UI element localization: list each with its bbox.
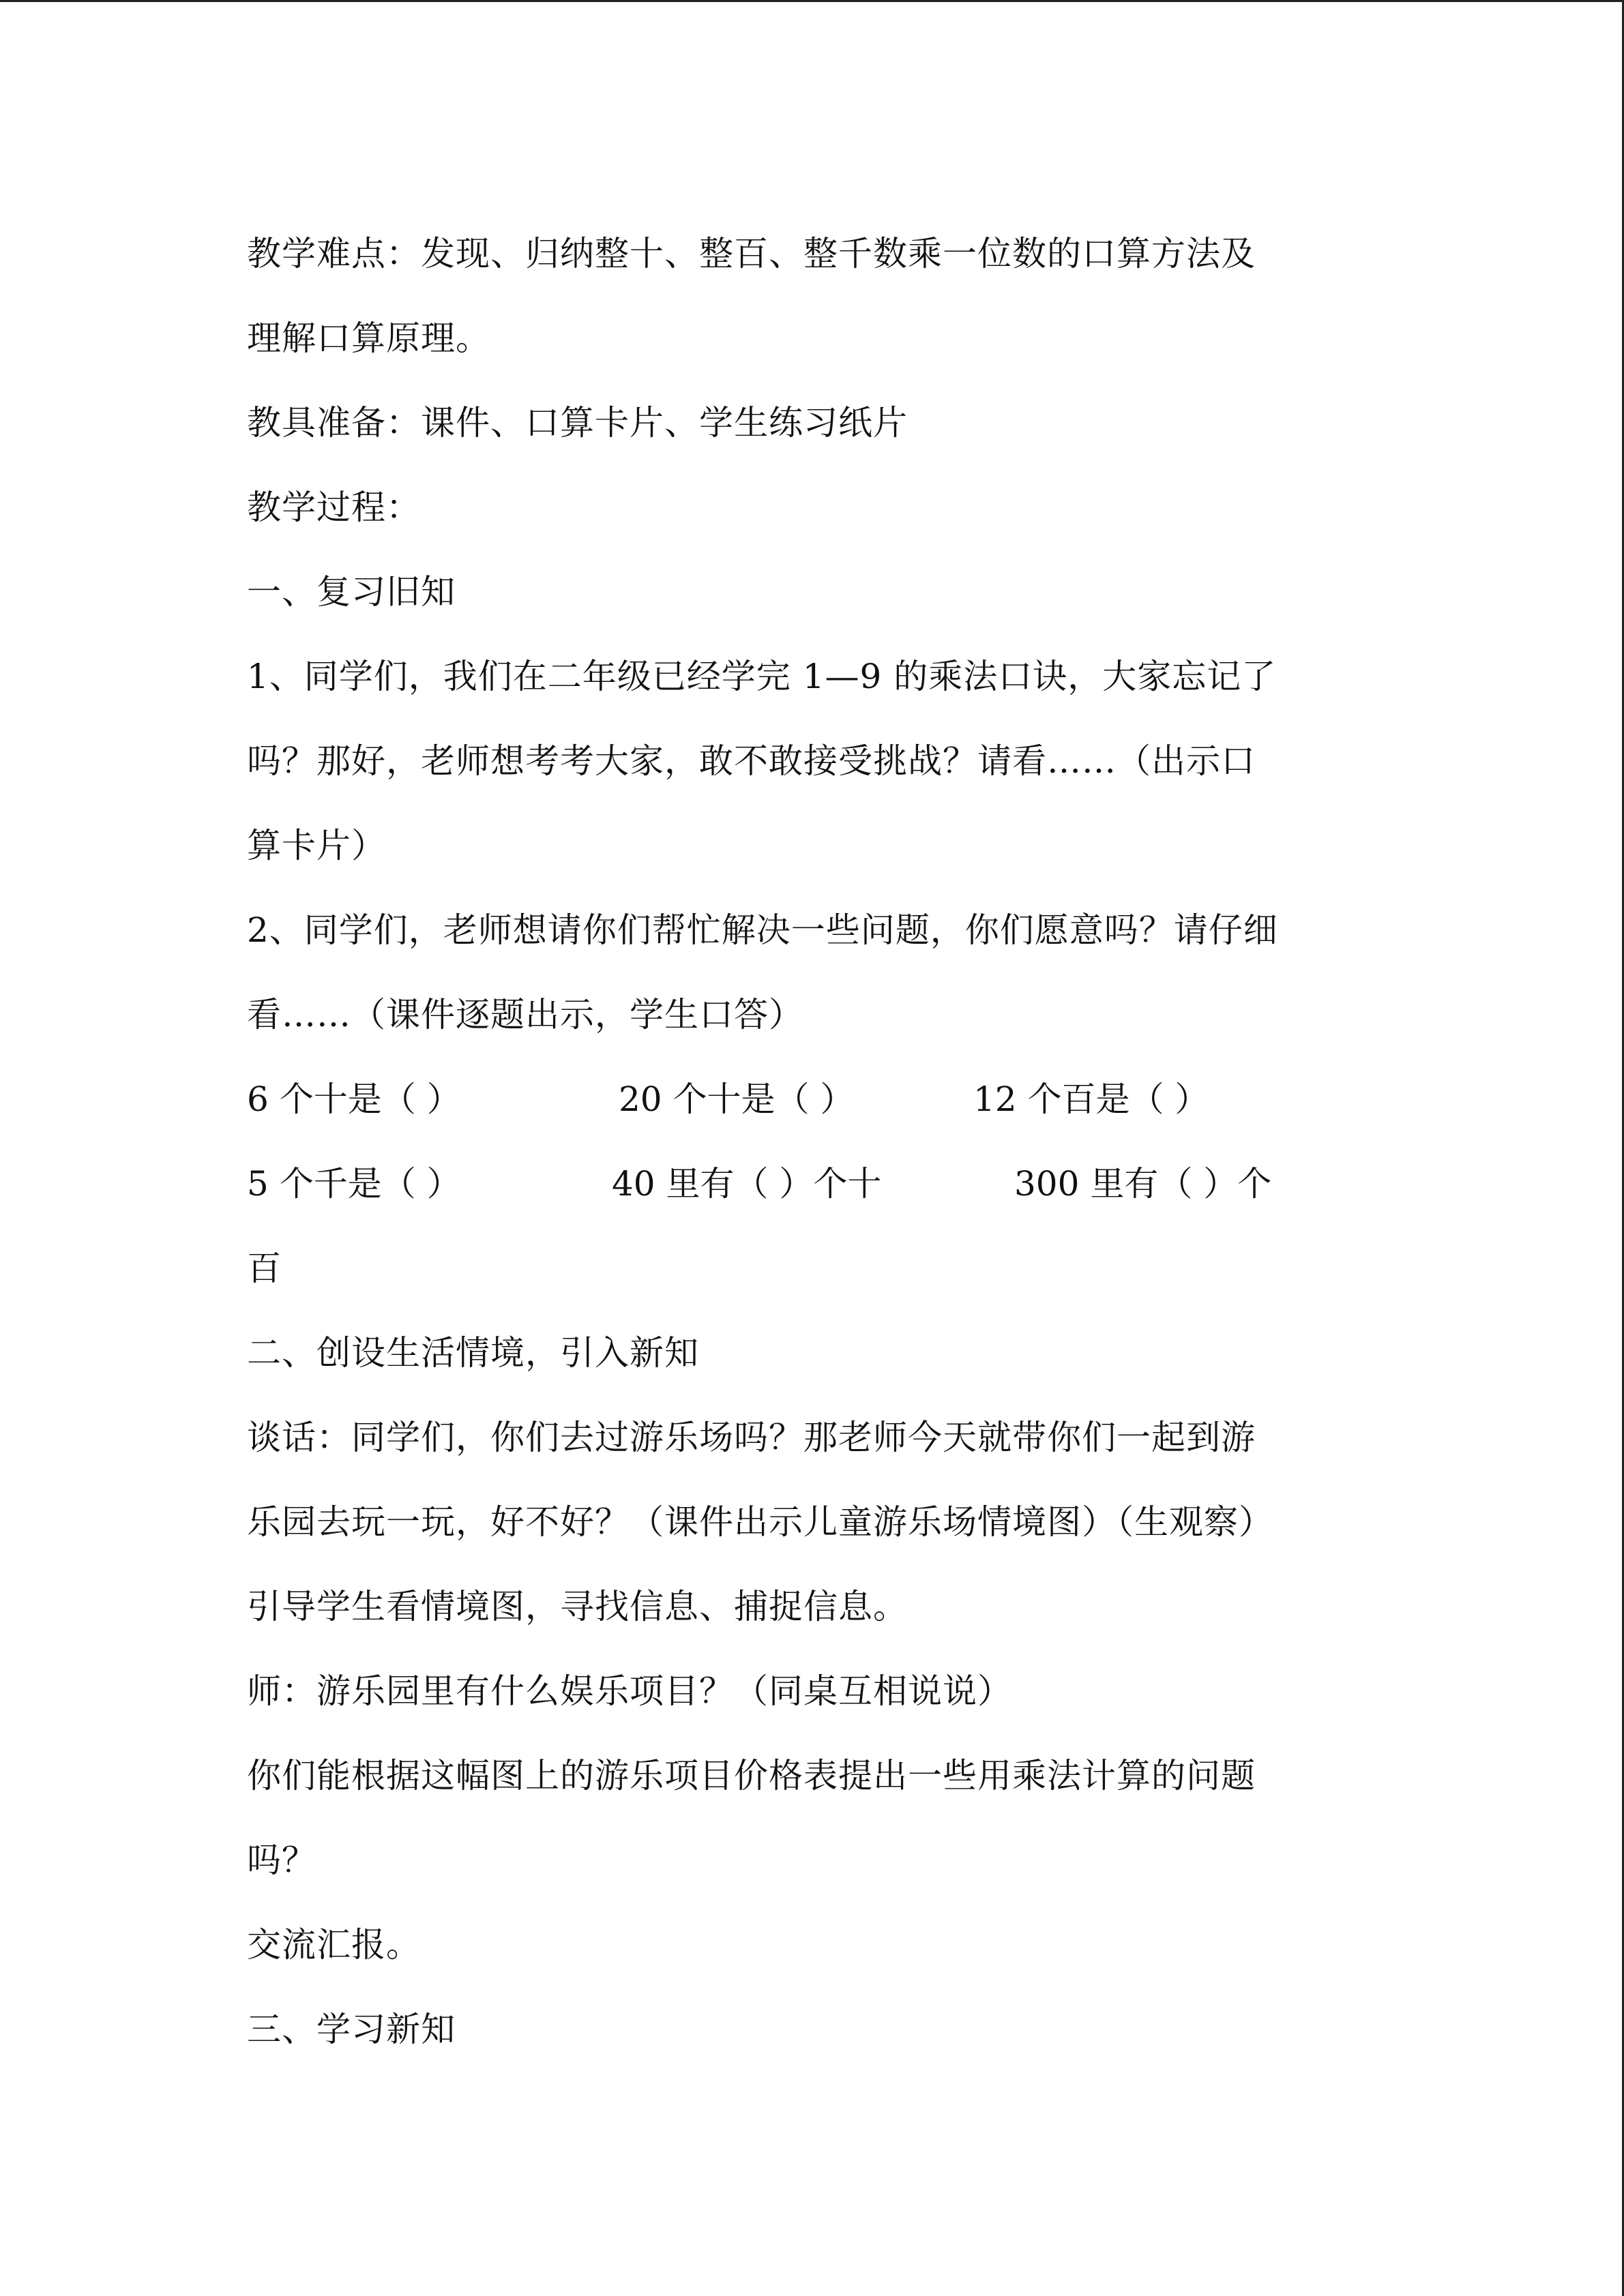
text-line: 百 <box>247 1249 282 1288</box>
text-line: 乐园去玩一玩，好不好？（课件出示儿童游乐场情境图）（生观察） <box>247 1502 1273 1542</box>
exercise-item: 6 个十是（ ） <box>247 1079 461 1119</box>
section-heading: 三、学习新知 <box>247 2010 456 2049</box>
text-line: 算卡片） <box>247 826 386 865</box>
text-line: 2、同学们，老师想请你们帮忙解决一些问题，你们愿意吗？请仔细 <box>247 910 1278 950</box>
text-line: 1、同学们，我们在二年级已经学完 1—9 的乘法口诀，大家忘记了 <box>247 657 1277 696</box>
text-line: 教学难点：发现、归纳整十、整百、整千数乘一位数的口算方法及 <box>247 234 1256 273</box>
text-line: 你们能根据这幅图上的游乐项目价格表提出一些用乘法计算的问题 <box>247 1756 1256 1795</box>
text-line: 教具准备：课件、口算卡片、学生练习纸片 <box>247 403 908 443</box>
exercise-item: 5 个千是（ ） <box>247 1164 461 1204</box>
exercise-row <box>247 1142 1393 1226</box>
exercise-row <box>247 1057 1393 1142</box>
page-top-border <box>0 0 1624 2</box>
text-line: 交流汇报。 <box>247 1925 421 1965</box>
text-line: 吗？那好，老师想考考大家，敢不敢接受挑战？请看……（出示口 <box>247 741 1256 781</box>
section-heading: 二、创设生活情境，引入新知 <box>247 1333 699 1373</box>
exercise-item: 300 里有（ ）个 <box>1014 1164 1272 1204</box>
text-line: 引导学生看情境图，寻找信息、捕捉信息。 <box>247 1587 908 1626</box>
text-line: 师：游乐园里有什么娱乐项目？（同桌互相说说） <box>247 1671 1012 1711</box>
exercise-item: 40 里有（ ）个十 <box>612 1164 882 1204</box>
text-line: 吗？ <box>247 1840 316 1880</box>
text-line: 看……（课件逐题出示，学生口答） <box>247 995 803 1034</box>
exercise-item: 12 个百是（ ） <box>973 1079 1209 1119</box>
text-line: 教学过程： <box>247 488 421 527</box>
text-line: 谈话：同学们，你们去过游乐场吗？那老师今天就带你们一起到游 <box>247 1418 1256 1457</box>
exercise-item: 20 个十是（ ） <box>619 1079 855 1119</box>
document-page <box>247 211 1393 2072</box>
section-heading: 一、复习旧知 <box>247 572 456 612</box>
text-line: 理解口算原理。 <box>247 318 490 358</box>
